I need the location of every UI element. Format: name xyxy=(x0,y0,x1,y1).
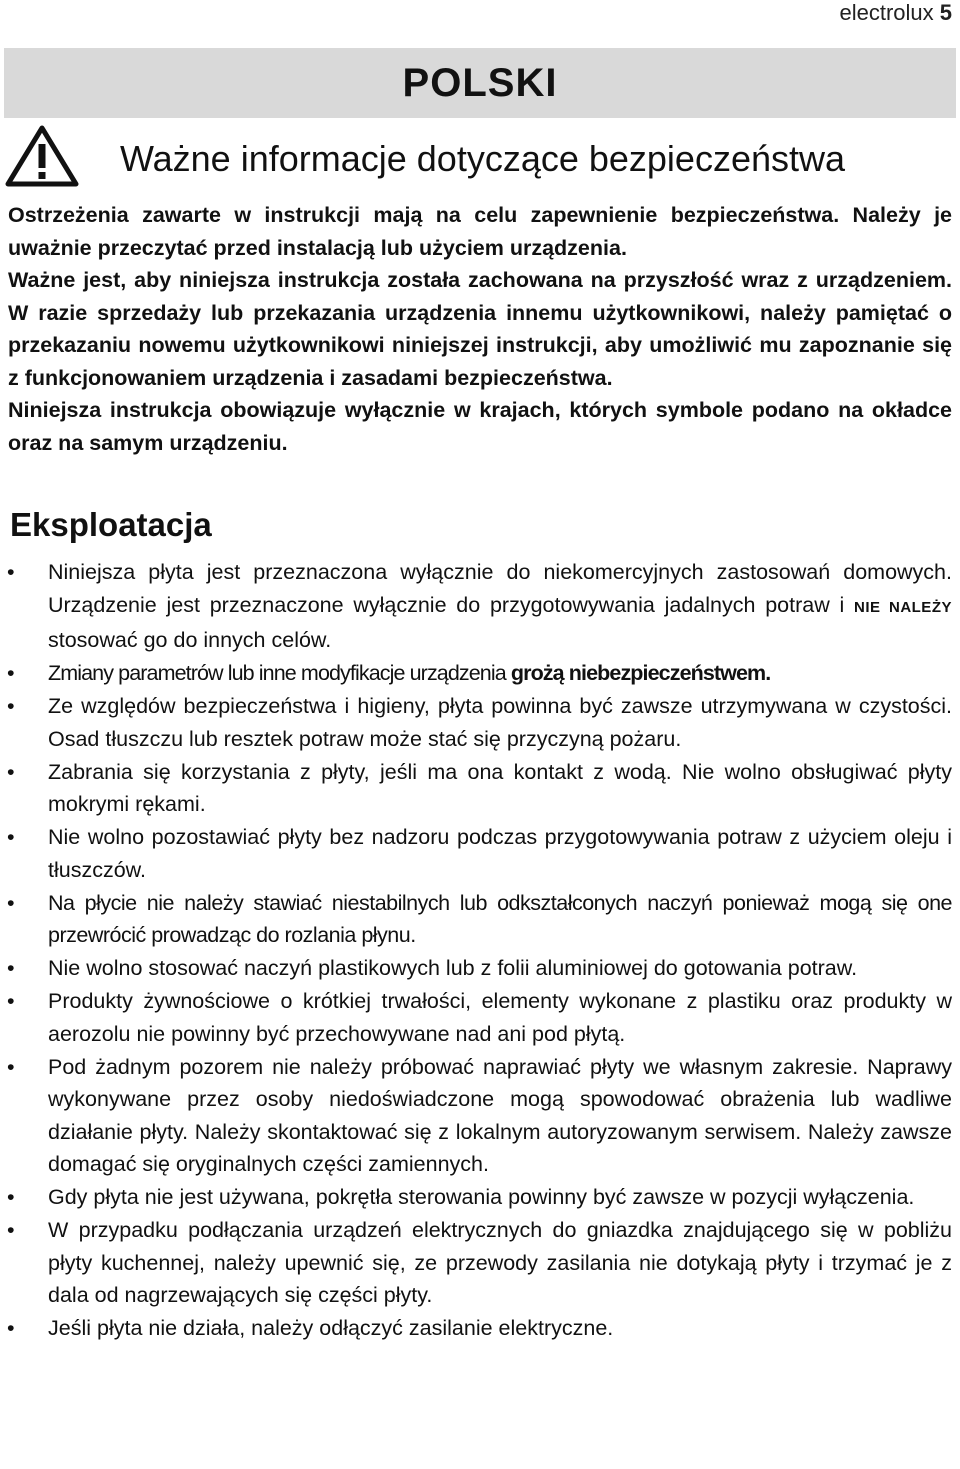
page-title: Ważne informacje dotyczące bezpieczeństwa xyxy=(120,138,846,179)
list-item xyxy=(0,821,960,886)
list-item xyxy=(0,690,960,755)
list-item xyxy=(0,657,960,690)
item-emphasis: grożą niebezpieczeństwem. xyxy=(510,661,771,685)
bullet-icon: • xyxy=(7,560,15,584)
bullet-icon: • xyxy=(7,694,15,718)
list-item xyxy=(0,1312,960,1345)
bullet-icon: • xyxy=(7,1054,15,1079)
language-banner xyxy=(4,48,956,118)
item-text: Pod żadnym pozorem nie należy próbować naprawiać płyty we własnym zakresie. Naprawy wykonywane przez osoby niedoświadczone mogą spowodować obrażenia lub wadliwe działanie płyty. Należy skontaktować się z lokalnym autoryzowanym serwisem. Należy zawsze domagać się oryginalnych części zamiennych. xyxy=(48,1054,952,1176)
brand-name: electrolux xyxy=(839,0,934,25)
bullet-icon: • xyxy=(7,1218,15,1242)
section-heading: Eksploatacja xyxy=(10,506,212,543)
intro-paragraph: Ostrzeżenia zawarte w instrukcji mają na celu zapewnienie bezpieczeństwa. Należy je uważnie przeczytać przed instalacją lub użyciem urządzenia. xyxy=(8,203,952,260)
warning-triangle-icon xyxy=(4,124,80,188)
list-item xyxy=(0,1181,960,1214)
intro-paragraph: Niniejsza instrukcja obowiązuje wyłącznie w krajach, których symbole podano na okładce oraz na samym urządzeniu. xyxy=(8,398,952,455)
list-item xyxy=(0,887,960,952)
item-text: Ze względów bezpieczeństwa i higieny, płyta powinna być zawsze utrzymywana w czystości. Osad tłuszczu lub resztek potraw może stać się przyczyną pożaru. xyxy=(48,694,952,751)
list-item xyxy=(0,756,960,821)
intro-paragraph: Ważne jest, aby niniejsza instrukcja została zachowana na przyszłość wraz z urządzeniem. W razie sprzedaży lub przekazania urządzenia innemu użytkownikowi, należy pamiętać o przekazaniu nowemu użytkownikowi niniejszej instrukcji, aby umożliwić mu zapoznanie się z funkcjonowaniem urządzenia i zasadami bezpieczeństwa. xyxy=(8,268,952,390)
list-item xyxy=(0,1051,960,1181)
intro-block xyxy=(8,199,952,459)
item-text: Zabrania się korzystania z płyty, jeśli ma ona kontakt z wodą. Nie wolno obsługiwać płyty mokrymi rękami. xyxy=(48,759,952,816)
item-text: W przypadku podłączania urządzeń elektrycznych do gniazdka znajdującego się w pobliżu płyty kuchennej, należy upewnić się, ze przewody zasilania nie dotykają płyty i trzymać je z dala od nagrzewających się części płyty. xyxy=(48,1218,952,1307)
item-text: Gdy płyta nie jest używana, pokrętła sterowania powinny być zawsze w pozycji wyłączenia. xyxy=(48,1185,915,1209)
item-text: Produkty żywnościowe o krótkiej trwałości, elementy wykonane z plastiku oraz produkty w aerozolu nie powinny być przechowywane nad ani pod płytą. xyxy=(48,989,952,1046)
list-item xyxy=(0,556,960,657)
bullet-icon: • xyxy=(7,956,15,980)
bullet-icon: • xyxy=(7,890,15,915)
bullet-icon: • xyxy=(7,661,14,685)
item-text: Jeśli płyta nie działa, należy odłączyć zasilanie elektryczne. xyxy=(48,1316,614,1340)
item-text: Zmiany parametrów lub inne modyfikacje urządzenia xyxy=(48,661,511,685)
item-emphasis: NIE NALEŻY xyxy=(854,598,952,616)
item-text: Na płycie nie należy stawiać niestabilnych lub odkształconych naczyń ponieważ mogą się one przewrócić prowadząc do rozlania płynu. xyxy=(48,890,952,947)
bullet-icon: • xyxy=(7,759,15,784)
safety-list xyxy=(0,556,960,1345)
list-item xyxy=(0,952,960,985)
item-text: Nie wolno stosować naczyń plastikowych lub z folii aluminiowej do gotowania potraw. xyxy=(48,956,858,980)
list-item xyxy=(0,1214,960,1312)
list-item xyxy=(0,985,960,1050)
bullet-icon: • xyxy=(7,989,15,1013)
page-header xyxy=(839,0,952,26)
bullet-icon: • xyxy=(7,1316,15,1340)
item-text: stosować go do innych celów. xyxy=(48,628,332,652)
language-label: POLSKI xyxy=(402,60,558,105)
item-text: Niniejsza płyta jest przeznaczona wyłącznie do niekomercyjnych zastosowań domowych. Urządzenie jest przeznaczone wyłącznie do przygotowywania jadalnych potraw i xyxy=(48,560,952,617)
item-text: Nie wolno pozostawiać płyty bez nadzoru podczas przygotowywania potraw z użyciem oleju i tłuszczów. xyxy=(48,825,952,882)
bullet-icon: • xyxy=(7,825,15,849)
bullet-icon: • xyxy=(7,1185,15,1209)
page-number: 5 xyxy=(939,0,952,25)
